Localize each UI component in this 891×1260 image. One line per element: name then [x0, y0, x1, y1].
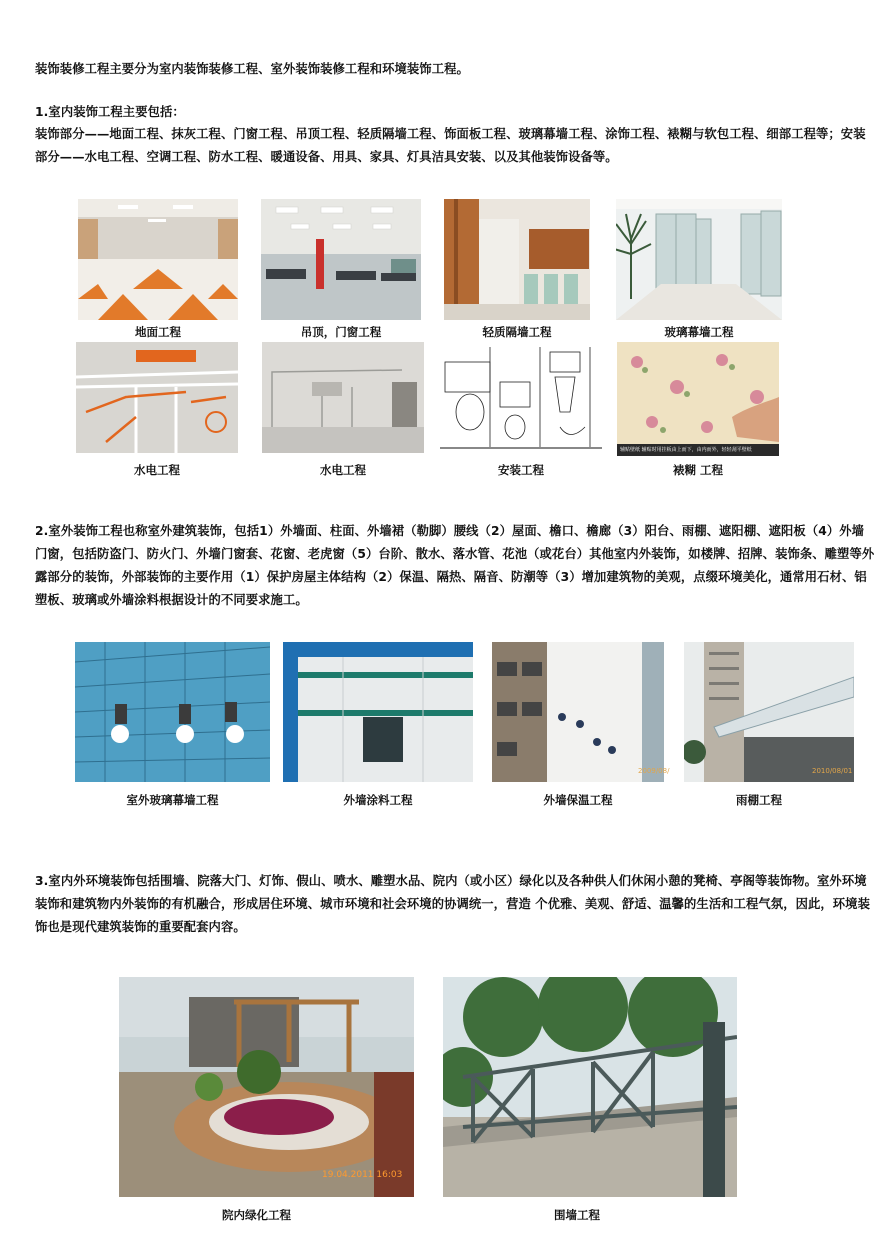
section1-heading: 1.室内装饰工程主要包括： [35, 105, 185, 119]
caption-exterior-glass: 室外玻璃幕墙工程 [126, 793, 219, 807]
section3-body: 3.室内外环境装饰包括围墙、院落大门、灯饰、假山、喷水、雕塑水品、院内（或小区）绿化以及各种供人们休闲小憩的凳椅、亭阁等装饰物。室外环境装饰和建筑物内外装饰的有机融合，形成居住环境、城市环境和社会环境的协调统一，营造 个优雅、美观、舒适、温馨的生活和工程气氛，因此，环境装饰也是现代建筑装饰的重要配套内容。 [35, 874, 870, 934]
photo-fence [443, 977, 737, 1197]
caption-partition: 轻质隔墙工程 [482, 325, 552, 339]
intro-text: 装饰装修工程主要分为室内装饰装修工程、室外装饰装修工程和环境装饰工程。 [35, 62, 469, 76]
photo-floor [78, 199, 238, 320]
caption-wallpaper: 裱糊 工程 [672, 463, 723, 477]
photo-plumbing-2 [262, 342, 424, 453]
caption-wall-insulation: 外墙保温工程 [543, 793, 613, 807]
caption-canopy: 雨棚工程 [736, 793, 782, 807]
photo-canopy [684, 642, 854, 782]
photo-partition [444, 199, 590, 320]
photo-exterior-glass [75, 642, 270, 782]
caption-plumbing-1: 水电工程 [134, 463, 180, 477]
section1-body: 装饰部分——地面工程、抹灰工程、门窗工程、吊顶工程、轻质隔墙工程、饰面板工程、玻璃幕墙工程、涂饰工程、裱糊与软包工程、细部工程等；安装部分——水电工程、空调工程、防水工程、暖通设备、用具、家具、灯具洁具安装、以及其他装饰设备等。 [35, 127, 866, 164]
caption-plumbing-2: 水电工程 [320, 463, 366, 477]
caption-courtyard: 院内绿化工程 [222, 1208, 291, 1222]
caption-ceiling: 吊顶，门窗工程 [300, 325, 382, 339]
stamp-courtyard: 19.04.2011 16:03 [322, 1170, 403, 1180]
photo-wall-insulation [492, 642, 664, 782]
caption-fence: 围墙工程 [554, 1208, 600, 1222]
photo-wall-coating [283, 642, 473, 782]
photo-wallpaper [617, 342, 779, 456]
photo-courtyard-greening [119, 977, 414, 1197]
stamp-canopy: 2010/08/01 [812, 767, 853, 775]
caption-installation: 安装工程 [498, 463, 544, 477]
caption-wall-coating: 外墙涂料工程 [343, 793, 413, 807]
wallpaper-note: 辅贴壁纸 辅贴时用挂板由上而下，由内而外，轻轻刮平壁纸 [620, 447, 752, 453]
caption-glass-curtain: 玻璃幕墙工程 [664, 325, 734, 339]
caption-floor: 地面工程 [135, 325, 181, 339]
photo-plumbing-1 [76, 342, 238, 453]
stamp-insulation: 2009/08/ [638, 767, 670, 775]
photo-ceiling [261, 199, 421, 320]
section2-body: 2.室外装饰工程也称室外建筑装饰，包括1）外墙面、柱面、外墙裙（勒脚）腰线（2）屋面、檐口、檐廊（3）阳台、雨棚、遮阳棚、遮阳板（4）外墙门窗，包括防盗门、防火门、外墙门窗套、花窗、老虎窗（5）台阶、散水、落水管、花池（或花台）其他室内外装饰，如楼牌、招牌、装饰条、雕塑等外露部分的装饰，外部装饰的主要作用（1）保护房屋主体结构（2）保温、隔热、隔音、防潮等（3）增加建筑物的美观，点缀环境美化，通常用石材、铝塑板、玻璃或外墙涂料根据设计的不同要求施工。 [35, 524, 875, 607]
photo-glass-curtain [616, 199, 782, 320]
photo-installation-drawing [440, 342, 602, 453]
